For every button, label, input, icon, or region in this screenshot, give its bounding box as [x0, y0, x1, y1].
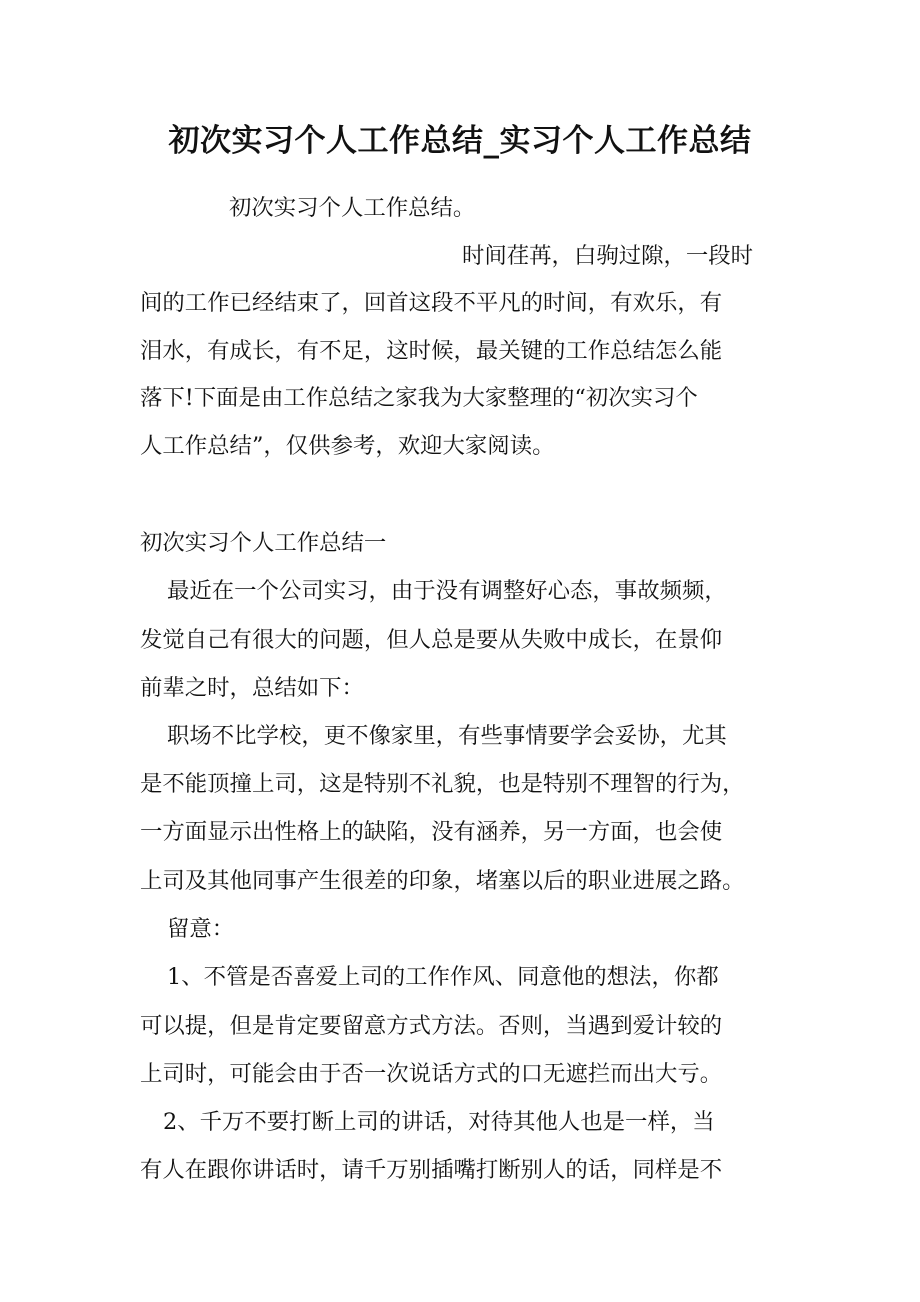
- list-item-line: 上司时，可能会由于否一次说话方式的口无遮拦而出大亏。: [140, 1061, 723, 1087]
- list-item-line: 1、不管是否喜爱上司的工作作风、同意他的想法，你都: [167, 964, 719, 990]
- paragraph-line: 时间荏苒，白驹过隙，一段时: [462, 243, 754, 269]
- paragraph-line: 间的工作已经结束了，回首这段不平凡的时间，有欢乐，有: [140, 290, 723, 316]
- paragraph-line: 人工作总结”，仅供参考，欢迎大家阅读。: [140, 433, 555, 459]
- paragraph-line: 泪水，有成长，有不足，这时候，最关键的工作总结怎么能: [140, 338, 723, 364]
- intro-line: 初次实习个人工作总结。: [229, 195, 476, 221]
- paragraph-line: 职场不比学校，更不像家里，有些事情要学会妥协，尤其: [167, 723, 727, 749]
- section-heading: 初次实习个人工作总结一: [140, 530, 387, 556]
- paragraph-line: 落下!下面是由工作总结之家我为大家整理的“初次实习个: [140, 385, 698, 411]
- paragraph-line: 留意：: [167, 916, 235, 942]
- paragraph-line: 一方面显示出性格上的缺陷，没有涵养，另一方面，也会使: [140, 819, 723, 845]
- list-item-line: 2、千万不要打断上司的讲话，对待其他人也是一样，当: [163, 1109, 715, 1135]
- list-item-line: 可以提，但是肯定要留意方式方法。否则，当遇到爱计较的: [140, 1013, 723, 1039]
- paragraph-line: 是不能顶撞上司，这是特别不礼貌，也是特别不理智的行为，: [140, 771, 745, 797]
- paragraph-line: 前辈之时，总结如下：: [140, 675, 364, 701]
- document-title: 初次实习个人工作总结_实习个人工作总结: [168, 123, 752, 159]
- paragraph-line: 发觉自己有很大的问题，但人总是要从失败中成长，在景仰: [140, 627, 723, 653]
- paragraph-line: 上司及其他同事产生很差的印象，堵塞以后的职业进展之路。: [140, 868, 745, 894]
- paragraph-line: 最近在一个公司实习，由于没有调整好心态，事故频频，: [167, 578, 727, 604]
- list-item-line: 有人在跟你讲话时，请千万别插嘴打断别人的话，同样是不: [140, 1157, 723, 1183]
